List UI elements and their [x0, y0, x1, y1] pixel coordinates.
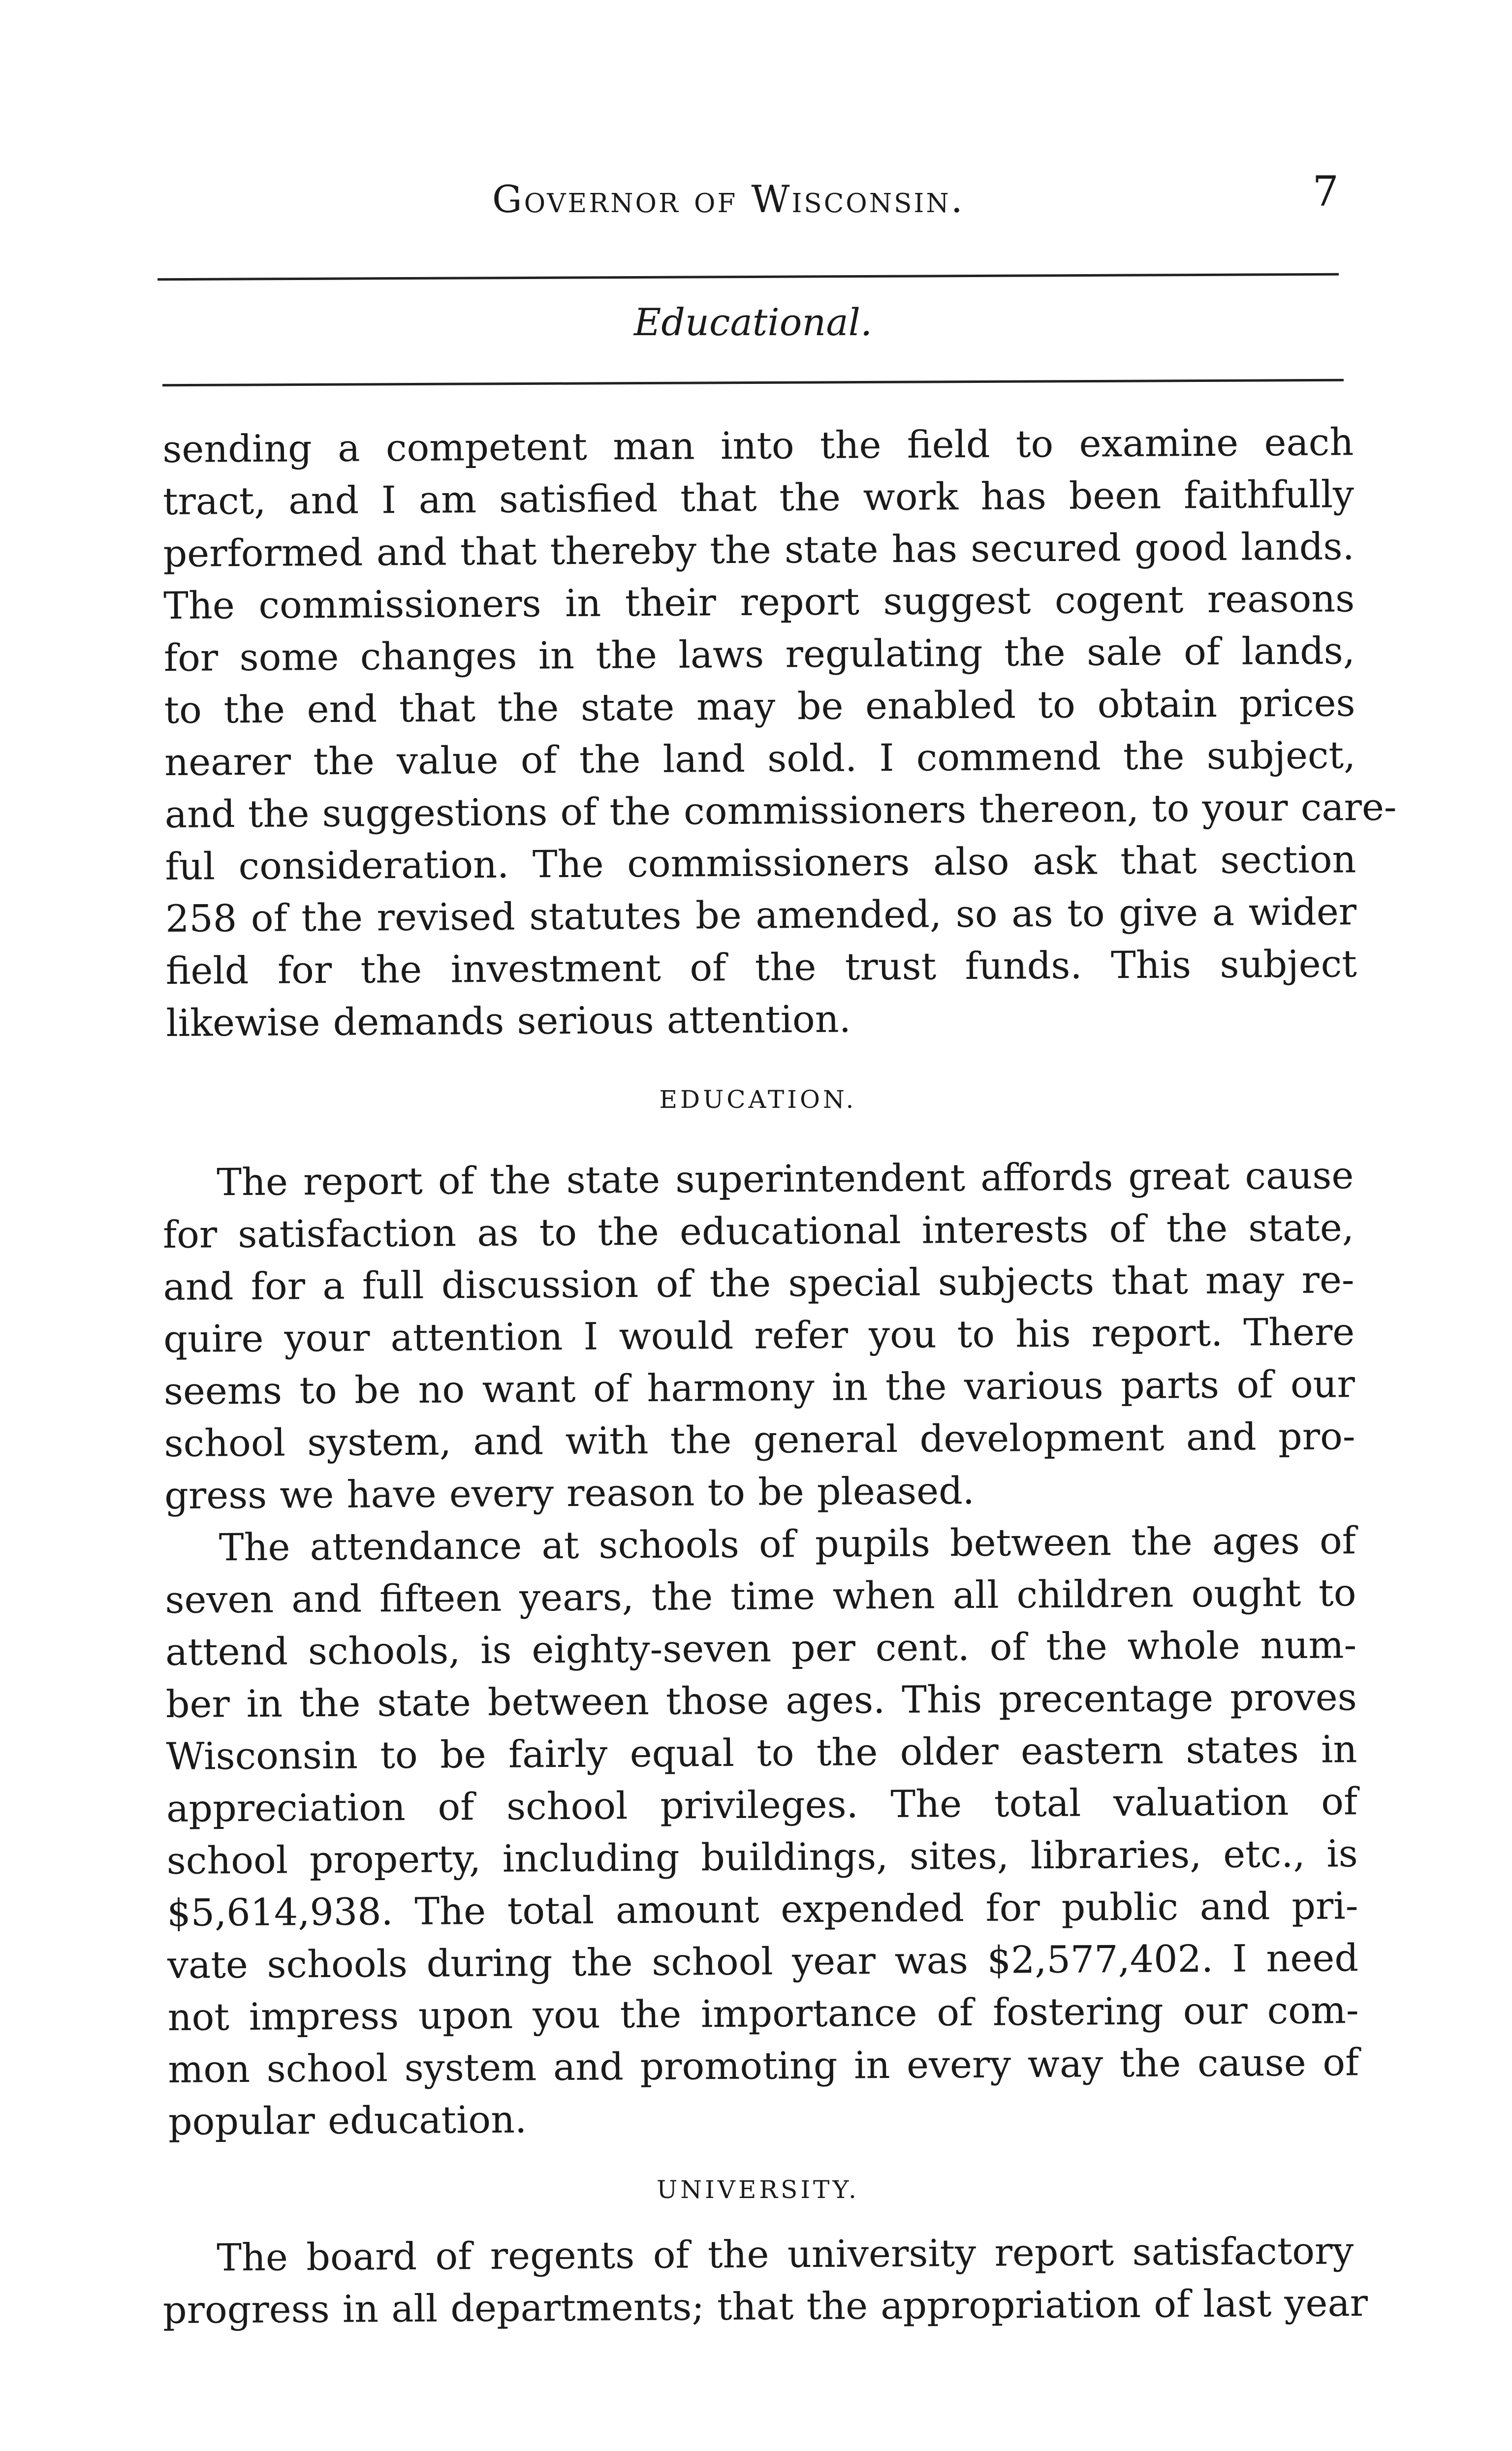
header-rule-top	[158, 273, 1339, 281]
text-line: The commissioners in their report suggest cogent reasons	[163, 576, 1355, 628]
page-number: 7	[1312, 167, 1339, 216]
text-line: Wisconsin to be fairly equal to the older eastern states in	[166, 1727, 1357, 1778]
university-section	[162, 2225, 1368, 2336]
text-line: not impress upon you the importance of fostering our com-	[167, 1988, 1359, 2039]
text-line: 258 of the revised statutes be amended, so as to give a wider	[165, 889, 1357, 941]
running-title: Governor of Wisconsin.	[492, 177, 965, 221]
text-line: $5,614,938. The total amount expended for public and pri-	[167, 1884, 1358, 1935]
text-line: for some changes in the laws regulating the sale of lands,	[163, 628, 1355, 680]
text-line: quire your attention I would refer you to his report. There	[163, 1310, 1355, 1361]
text-line: field for the investment of the trust funds. This subject	[165, 942, 1357, 993]
text-line: performed and that thereby the state has secured good lands.	[163, 524, 1354, 575]
text-line: gress we have every reason to be pleased.	[164, 1468, 975, 1517]
text-line: seems to be no want of harmony in the various parts of our	[163, 1362, 1355, 1413]
text-line: progress in all departments; that the appropriation of last year	[162, 2281, 1368, 2332]
text-line: vate schools during the school year was $2,577,402. I need	[167, 1936, 1359, 1987]
text-line: sending a competent man into the field to examine each	[162, 420, 1354, 471]
text-line: The board of regents of the university report satisfactory	[217, 2229, 1354, 2280]
text-line: ber in the state between those ages. This precentage proves	[165, 1675, 1357, 1726]
education-heading: EDUCATION.	[659, 1085, 857, 1114]
text-line: and for a full discussion of the special subjects that may re-	[163, 1257, 1354, 1309]
text-line: The attendance at schools of pupils between the ages of	[219, 1518, 1356, 1570]
text-line: mon school system and promoting in every way the cause of	[168, 2040, 1359, 2091]
text-line: attend schools, is eighty-seven per cent. of the whole num-	[165, 1623, 1357, 1674]
education-section	[162, 1149, 1359, 2148]
section-title: Educational.	[633, 300, 873, 344]
text-line: nearer the value of the land sold. I commend the subject,	[164, 733, 1356, 784]
text-line: tract, and I am satisfied that the work has been faithfully	[162, 472, 1354, 523]
intro-paragraph	[162, 416, 1397, 1049]
text-line: to the end that the state may be enabled to obtain prices	[164, 681, 1355, 732]
text-line: appreciation of school privileges. The total valuation of	[166, 1779, 1358, 1830]
running-head	[158, 167, 1339, 221]
header-rule-bottom	[162, 379, 1344, 386]
text-line: for satisfaction as to the educational interests of the state,	[162, 1205, 1354, 1257]
text-line: ful consideration. The commissioners also ask that section	[165, 837, 1356, 888]
text-line: popular education.	[168, 2097, 527, 2143]
text-line: school property, including buildings, sites, libraries, etc., is	[166, 1831, 1358, 1883]
university-heading: UNIVERSITY.	[657, 2175, 859, 2204]
text-line: seven and fifteen years, the time when all children ought to	[165, 1571, 1356, 1622]
text-line: The report of the state superintendent affords great cause	[217, 1153, 1354, 1204]
text-line: likewise demands serious attention.	[166, 997, 851, 1045]
text-line: and the suggestions of the commissioners thereon, to your care-	[164, 785, 1397, 836]
text-line: school system, and with the general development and pro-	[164, 1414, 1355, 1465]
